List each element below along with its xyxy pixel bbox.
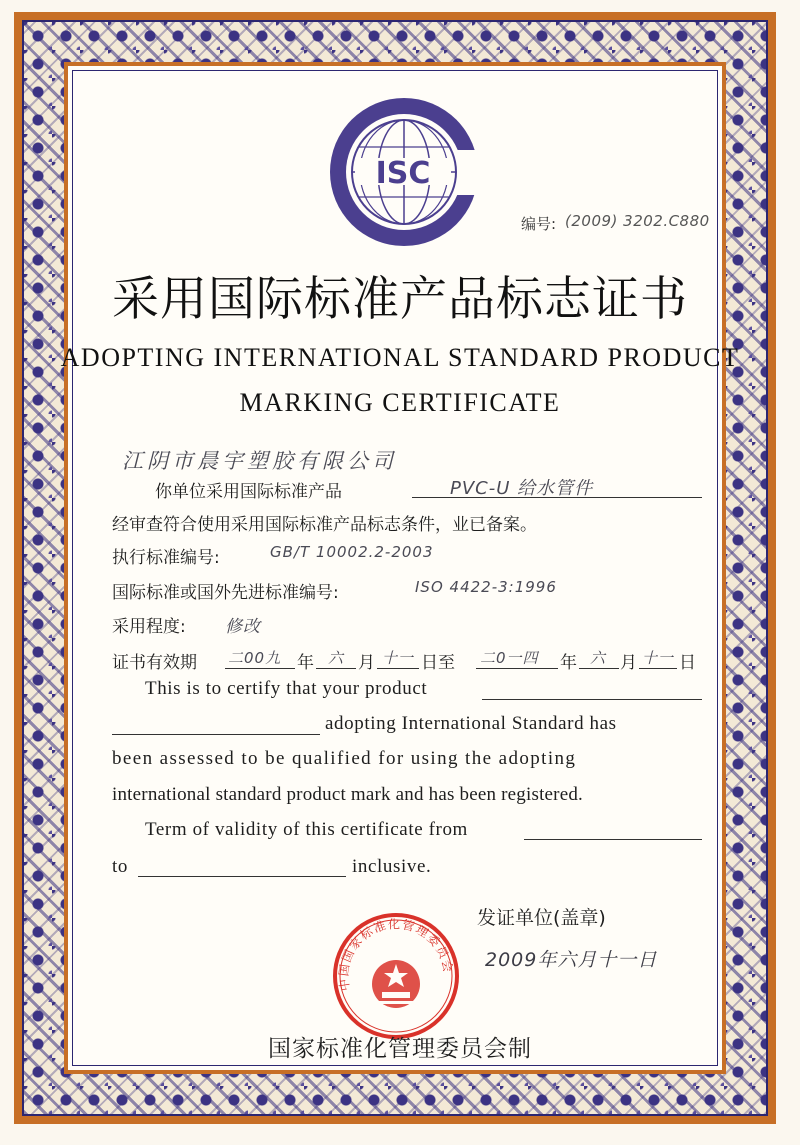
to-day-underline: [639, 668, 677, 669]
from-year-char: 年: [297, 653, 314, 673]
approval-text: 经审查符合使用采用国际标准产品标志条件，业已备案。: [112, 515, 537, 535]
to-year-underline: [476, 668, 558, 669]
english-from-underline: [524, 839, 702, 840]
standard-value: GB/T 10002.2-2003: [270, 543, 434, 561]
english-product-underline-2: [112, 734, 320, 735]
english-line2: adopting International Standard has: [325, 713, 617, 734]
isc-globe-logo: [327, 95, 482, 250]
to-year-char: 年: [560, 653, 577, 673]
title-english-line1: ADOPTING INTERNATIONAL STANDARD PRODUCT: [60, 343, 740, 372]
from-month-char: 月: [358, 653, 375, 673]
from-day-char: 日至: [421, 653, 455, 673]
footer-issuer: 国家标准化管理委员会制: [268, 1036, 532, 1062]
english-line1: This is to certify that your product: [145, 678, 428, 699]
title-english-line2: MARKING CERTIFICATE: [239, 388, 561, 417]
degree-value: 修改: [225, 617, 261, 637]
from-year-value: 二00九: [228, 649, 282, 667]
english-to-underline: [138, 876, 346, 877]
issuer-label: 发证单位(盖章): [477, 907, 606, 929]
title-chinese: 采用国际标准产品标志证书: [112, 272, 688, 327]
issue-date: 2009年六月十一日: [485, 949, 658, 971]
to-month-value: 六: [590, 649, 607, 667]
degree-label: 采用程度:: [112, 617, 186, 637]
from-year-underline: [225, 668, 295, 669]
certificate-number-value: (2009) 3202.C880: [565, 212, 710, 230]
intl-standard-label: 国际标准或国外先进标准编号:: [112, 583, 339, 603]
validity-prefix: 证书有效期: [112, 653, 197, 673]
english-product-underline: [482, 699, 702, 700]
intl-standard-value: ISO 4422-3:1996: [415, 578, 557, 596]
to-year-value: 二0一四: [480, 649, 539, 667]
seal-text: 中国国家标准化管理委员会: [336, 917, 456, 992]
english-inclusive: inclusive.: [352, 856, 432, 877]
english-line4: international standard product mark and has been registered.: [112, 784, 583, 805]
from-month-underline: [316, 668, 356, 669]
official-red-seal: [332, 912, 460, 1040]
english-line3: been assessed to be qualified for using the adopting: [112, 748, 577, 769]
product-prefix-text: 你单位采用国际标准产品: [155, 482, 342, 502]
from-day-value: 十一: [382, 649, 415, 667]
standard-label: 执行标准编号:: [112, 548, 220, 568]
certificate-number-label: 编号:: [521, 215, 557, 233]
english-line5: Term of validity of this certificate from: [145, 819, 468, 840]
to-month-underline: [579, 668, 619, 669]
to-month-char: 月: [620, 653, 637, 673]
from-day-underline: [377, 668, 419, 669]
product-value: PVC-U 给水管件: [450, 478, 594, 499]
to-day-char: 日: [679, 653, 696, 673]
from-month-value: 六: [328, 649, 345, 667]
company-name: 江阴市晨宇塑胶有限公司: [122, 449, 397, 473]
to-day-value: 十一: [642, 649, 675, 667]
english-to-label: to: [112, 856, 128, 877]
logo-monogram: ISC: [375, 156, 431, 191]
